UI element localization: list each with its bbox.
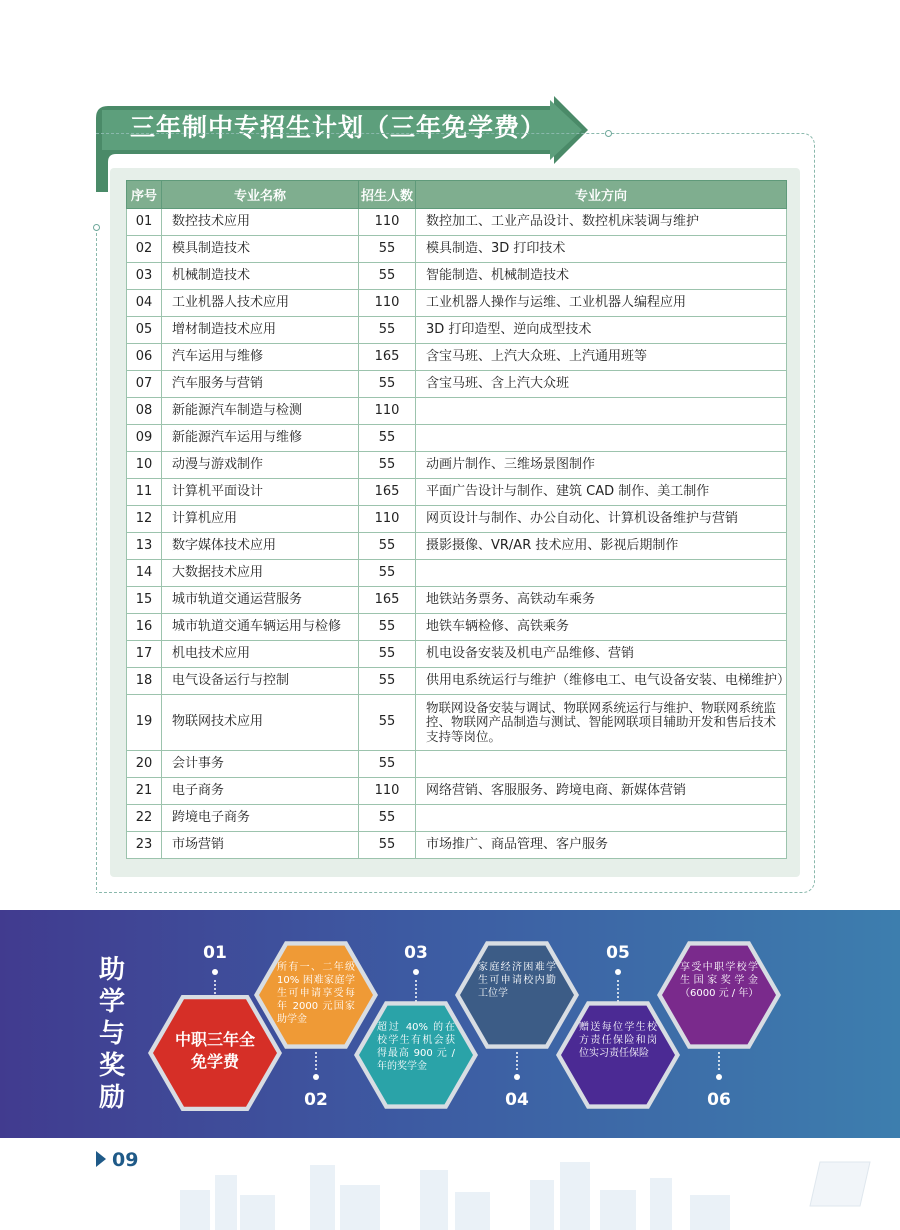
table-row bbox=[127, 805, 787, 832]
cell-no: 09 bbox=[127, 425, 162, 452]
skyline-decoration bbox=[0, 1150, 900, 1230]
column-header-count: 招生人数 bbox=[359, 181, 416, 209]
cell-no: 22 bbox=[127, 805, 162, 832]
cell-no: 23 bbox=[127, 832, 162, 859]
table-row bbox=[127, 371, 787, 398]
table-row bbox=[127, 778, 787, 805]
cell-count: 55 bbox=[359, 668, 416, 695]
cell-count: 55 bbox=[359, 533, 416, 560]
cell-no: 19 bbox=[127, 695, 162, 751]
cell-direction: 机电设备安装及机电产品维修、营销 bbox=[416, 641, 787, 668]
cell-count: 55 bbox=[359, 832, 416, 859]
cell-no: 05 bbox=[127, 317, 162, 344]
cell-direction: 动画片制作、三维场景图制作 bbox=[416, 452, 787, 479]
table-row bbox=[127, 641, 787, 668]
cell-name: 物联网技术应用 bbox=[162, 695, 359, 751]
cell-direction: 摄影摄像、VR/AR 技术应用、影视后期制作 bbox=[416, 533, 787, 560]
aid-number-02: 02 bbox=[304, 1090, 328, 1110]
cell-name: 新能源汽车运用与维修 bbox=[162, 425, 359, 452]
cell-count: 55 bbox=[359, 425, 416, 452]
cell-direction: 模具制造、3D 打印技术 bbox=[416, 236, 787, 263]
aid-number-03: 03 bbox=[404, 943, 428, 963]
cell-no: 04 bbox=[127, 290, 162, 317]
cell-name: 汽车运用与维修 bbox=[162, 344, 359, 371]
column-header-no: 序号 bbox=[127, 181, 162, 209]
cell-direction: 工业机器人操作与运维、工业机器人编程应用 bbox=[416, 290, 787, 317]
aid-number-04: 04 bbox=[505, 1090, 529, 1110]
aid-number-05: 05 bbox=[606, 943, 630, 963]
cell-name: 动漫与游戏制作 bbox=[162, 452, 359, 479]
cell-direction: 数控加工、工业产品设计、数控机床装调与维护 bbox=[416, 209, 787, 236]
aid-text-05: 赠送每位学生校方责任保险和岗位实习责任保险 bbox=[579, 1022, 657, 1059]
cell-name: 跨境电子商务 bbox=[162, 805, 359, 832]
cell-name: 计算机应用 bbox=[162, 506, 359, 533]
cell-count: 55 bbox=[359, 695, 416, 751]
cell-name: 电子商务 bbox=[162, 778, 359, 805]
cell-name: 城市轨道交通车辆运用与检修 bbox=[162, 614, 359, 641]
frame-dot bbox=[93, 224, 100, 231]
aid-text-04: 家庭经济困难学生可申请校内勤工位学 bbox=[478, 962, 556, 999]
cell-direction: 网络营销、客服服务、跨境电商、新媒体营销 bbox=[416, 778, 787, 805]
cell-count: 55 bbox=[359, 263, 416, 290]
aid-number-06: 06 bbox=[707, 1090, 731, 1110]
cell-count: 55 bbox=[359, 452, 416, 479]
cell-count: 110 bbox=[359, 290, 416, 317]
page-title: 三年制中专招生计划（三年免学费） bbox=[130, 113, 547, 142]
cell-direction bbox=[416, 560, 787, 587]
cell-name: 数控技术应用 bbox=[162, 209, 359, 236]
table-row bbox=[127, 832, 787, 859]
cell-direction: 平面广告设计与制作、建筑 CAD 制作、美工制作 bbox=[416, 479, 787, 506]
table-row bbox=[127, 479, 787, 506]
table-row bbox=[127, 751, 787, 778]
table-row bbox=[127, 209, 787, 236]
cell-direction bbox=[416, 805, 787, 832]
cell-name: 数字媒体技术应用 bbox=[162, 533, 359, 560]
cell-name: 汽车服务与营销 bbox=[162, 371, 359, 398]
table-row bbox=[127, 560, 787, 587]
cell-no: 15 bbox=[127, 587, 162, 614]
cell-direction: 智能制造、机械制造技术 bbox=[416, 263, 787, 290]
cell-count: 55 bbox=[359, 236, 416, 263]
cell-count: 165 bbox=[359, 587, 416, 614]
cell-name: 城市轨道交通运营服务 bbox=[162, 587, 359, 614]
cell-name: 电气设备运行与控制 bbox=[162, 668, 359, 695]
cell-direction: 含宝马班、含上汽大众班 bbox=[416, 371, 787, 398]
cell-name: 工业机器人技术应用 bbox=[162, 290, 359, 317]
cell-no: 13 bbox=[127, 533, 162, 560]
aid-number-01: 01 bbox=[203, 943, 227, 963]
cell-no: 02 bbox=[127, 236, 162, 263]
cell-direction: 供用电系统运行与维护（维修电工、电气设备安装、电梯维护） bbox=[416, 668, 787, 695]
column-header-name: 专业名称 bbox=[162, 181, 359, 209]
cell-direction bbox=[416, 398, 787, 425]
cell-direction: 3D 打印造型、逆向成型技术 bbox=[416, 317, 787, 344]
cell-name: 会计事务 bbox=[162, 751, 359, 778]
table-row bbox=[127, 668, 787, 695]
cell-count: 165 bbox=[359, 479, 416, 506]
cell-count: 55 bbox=[359, 641, 416, 668]
cell-count: 110 bbox=[359, 398, 416, 425]
cell-name: 市场营销 bbox=[162, 832, 359, 859]
cell-no: 20 bbox=[127, 751, 162, 778]
cell-no: 14 bbox=[127, 560, 162, 587]
cell-name: 机械制造技术 bbox=[162, 263, 359, 290]
table-row bbox=[127, 533, 787, 560]
table-row bbox=[127, 263, 787, 290]
table-row bbox=[127, 290, 787, 317]
table-row bbox=[127, 317, 787, 344]
cell-name: 机电技术应用 bbox=[162, 641, 359, 668]
enrollment-table bbox=[126, 180, 791, 859]
cell-count: 110 bbox=[359, 778, 416, 805]
cell-count: 165 bbox=[359, 344, 416, 371]
cell-direction: 物联网设备安装与调试、物联网系统运行与维护、物联网系统监控、物联网产品制造与测试、智能网联项目辅助开发和售后技术支持等岗位。 bbox=[416, 695, 787, 751]
table-row bbox=[127, 587, 787, 614]
aid-section bbox=[0, 910, 900, 1138]
cell-direction: 含宝马班、上汽大众班、上汽通用班等 bbox=[416, 344, 787, 371]
cell-direction: 网页设计与制作、办公自动化、计算机设备维护与营销 bbox=[416, 506, 787, 533]
cell-name: 新能源汽车制造与检测 bbox=[162, 398, 359, 425]
table-row bbox=[127, 506, 787, 533]
cell-direction bbox=[416, 425, 787, 452]
aid-text-02: 所有一、二年级 10% 困难家庭学生可申请享受每年 2000 元国家助学金 bbox=[277, 962, 355, 1025]
cell-no: 21 bbox=[127, 778, 162, 805]
cell-count: 55 bbox=[359, 805, 416, 832]
table-row bbox=[127, 614, 787, 641]
dashed-frame-left bbox=[96, 228, 97, 890]
cell-no: 16 bbox=[127, 614, 162, 641]
cell-name: 计算机平面设计 bbox=[162, 479, 359, 506]
cell-count: 55 bbox=[359, 371, 416, 398]
cell-name: 模具制造技术 bbox=[162, 236, 359, 263]
aid-text-01: 中职三年全免学费 bbox=[175, 1030, 256, 1071]
cell-no: 08 bbox=[127, 398, 162, 425]
column-header-direction: 专业方向 bbox=[416, 181, 787, 209]
cell-count: 55 bbox=[359, 751, 416, 778]
aid-text-06: 享受中职学校学生国家奖学金（6000 元 / 年） bbox=[680, 962, 759, 999]
cell-no: 01 bbox=[127, 209, 162, 236]
cell-name: 增材制造技术应用 bbox=[162, 317, 359, 344]
cell-no: 11 bbox=[127, 479, 162, 506]
cell-no: 06 bbox=[127, 344, 162, 371]
aid-title: 助学与奖励 bbox=[98, 955, 125, 1113]
cell-count: 110 bbox=[359, 209, 416, 236]
table-row bbox=[127, 344, 787, 371]
cell-direction: 市场推广、商品管理、客户服务 bbox=[416, 832, 787, 859]
cell-no: 07 bbox=[127, 371, 162, 398]
aid-text-03: 超过 40% 的在校学生有机会获得最高 900 元 / 年的奖学金 bbox=[377, 1022, 455, 1072]
cell-no: 03 bbox=[127, 263, 162, 290]
table-header-row bbox=[127, 181, 787, 209]
cell-direction bbox=[416, 751, 787, 778]
cell-no: 10 bbox=[127, 452, 162, 479]
cell-count: 55 bbox=[359, 317, 416, 344]
cell-no: 12 bbox=[127, 506, 162, 533]
cell-no: 18 bbox=[127, 668, 162, 695]
cell-name: 大数据技术应用 bbox=[162, 560, 359, 587]
cell-count: 55 bbox=[359, 614, 416, 641]
table-row bbox=[127, 452, 787, 479]
table-row bbox=[127, 695, 787, 751]
cell-no: 17 bbox=[127, 641, 162, 668]
table-row bbox=[127, 236, 787, 263]
page-number-text: 09 bbox=[112, 1149, 139, 1171]
cell-count: 55 bbox=[359, 560, 416, 587]
table-row bbox=[127, 398, 787, 425]
cell-count: 110 bbox=[359, 506, 416, 533]
frame-dot bbox=[605, 130, 612, 137]
table-row bbox=[127, 425, 787, 452]
cell-direction: 地铁站务票务、高铁动车乘务 bbox=[416, 587, 787, 614]
cell-direction: 地铁车辆检修、高铁乘务 bbox=[416, 614, 787, 641]
